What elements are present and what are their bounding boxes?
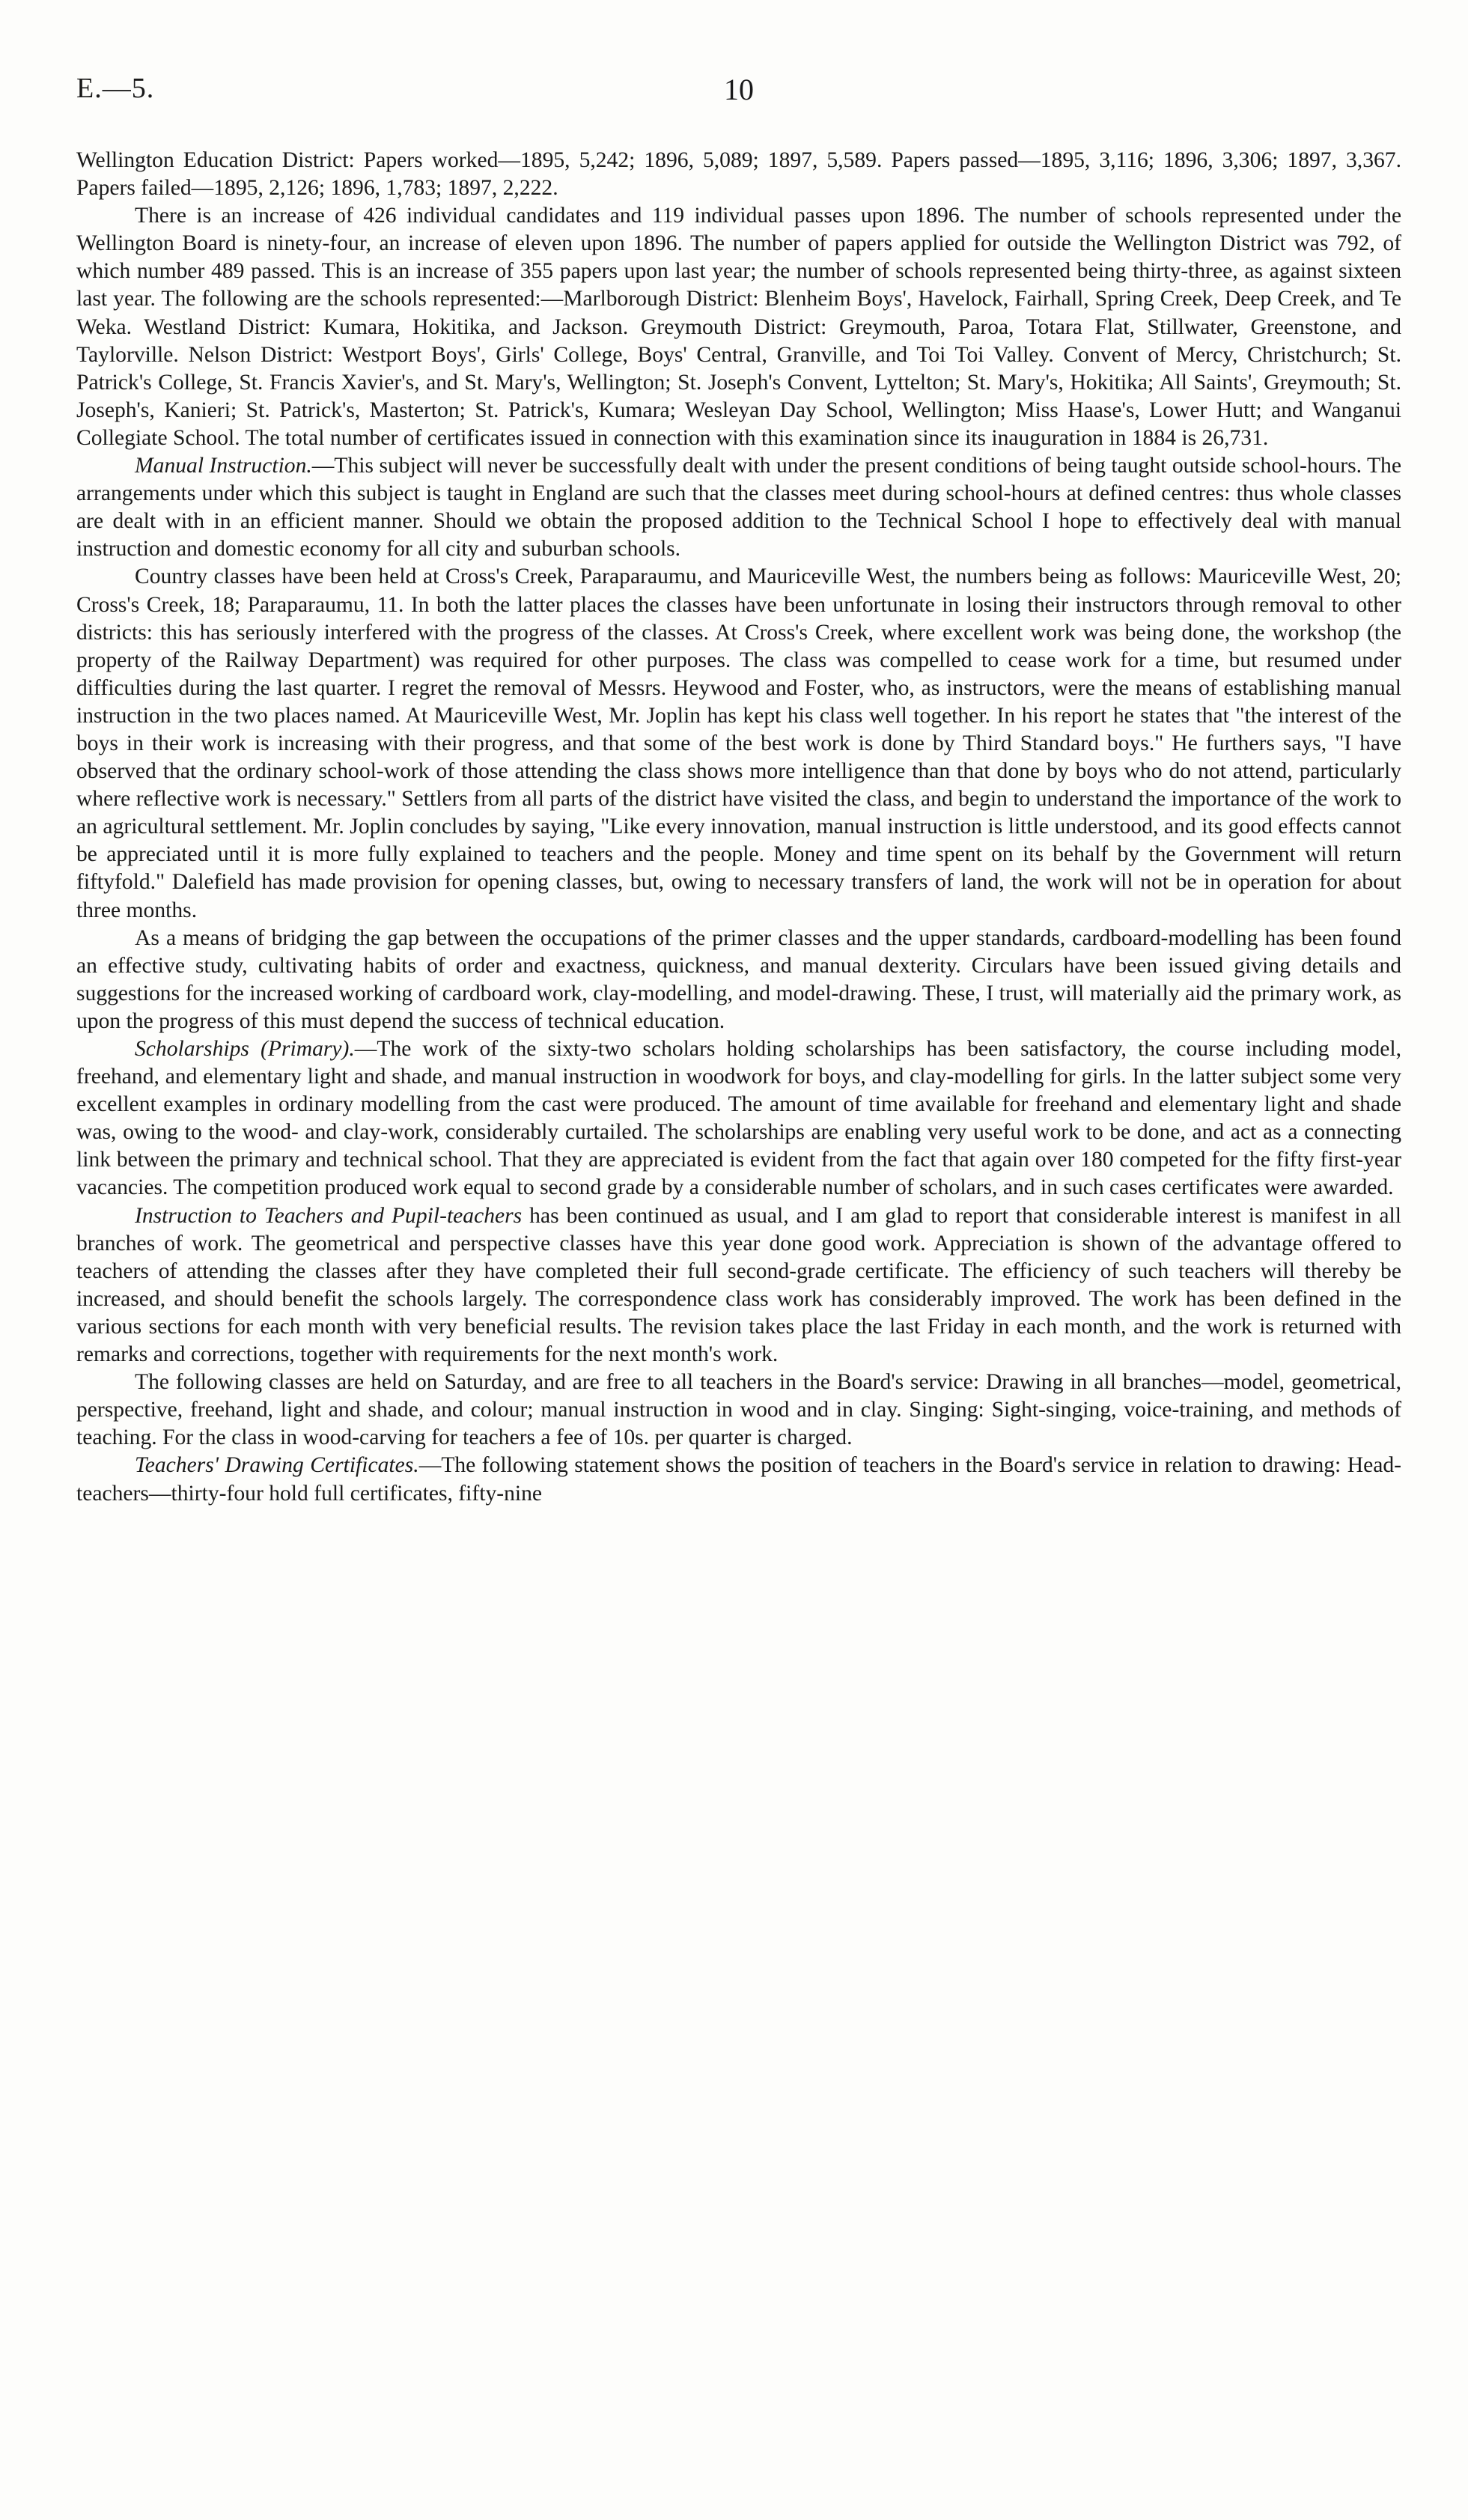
paragraph-heading: Manual Instruction.: [135, 454, 312, 478]
paragraph-text: —This subject will never be successfully dealt with under the present conditions of being taught outside school-hours. The arrangements under which this subject is taught in England are such that the classes meet during school-hours at defined centres: thus whole classes are dealt with in an efficient manner. Should we obtain the proposed addition to the Technical School I hope to effectively deal with manual instruction and domestic economy for all city and suburban schools.: [76, 454, 1401, 561]
page-header: [76, 72, 1401, 117]
paragraph: [76, 202, 1401, 452]
paragraph: [76, 563, 1401, 924]
paragraph: [76, 1202, 1401, 1369]
document-code: E.—5.: [76, 73, 155, 104]
paragraph-text: Country classes have been held at Cross's Creek, Paraparaumu, and Mauriceville West, the numbers being as follows: Mauriceville West, 20; Cross's Creek, 18; Paraparaumu, 11. In both the latter places the classes have been unfortunate in losing their instructors through removal to other districts: this has seriously interfered with the progress of the classes. At Cross's Creek, where excellent work was being done, the workshop (the property of the Railway Department) was required for other purposes. The class was compelled to cease work for a time, but resumed under difficulties during the last quarter. I regret the removal of Messrs. Heywood and Foster, who, as instructors, were the means of establishing manual instruction in the two places named. At Mauriceville West, Mr. Joplin has kept his class well together. In his report he states that "the interest of the boys in their work is increasing with their progress, and that some of the best work is done by Third Standard boys." He furthers says, "I have observed that the ordinary school-work of those attending the class shows more intelligence than that done by boys who do not attend, particularly where reflective work is necessary." Settlers from all parts of the district have visited the class, and begin to understand the importance of the work to an agricultural settlement. Mr. Joplin concludes by saying, "Like every innovation, manual instruction is little understood, and its good effects cannot be appreciated until it is more fully explained to teachers and the people. Money and time spent on its behalf by the Government will return fiftyfold." Dalefield has made provision for opening classes, but, owing to necessary transfers of land, the work will not be in operation for about three months.: [76, 564, 1401, 922]
paragraph: [76, 452, 1401, 563]
paragraph-text: —The following statement shows the position of teachers in the Board's service in relation to drawing: Head-teachers—thirty-four hold full certificates, fifty-nine: [76, 1453, 1402, 1506]
paragraph-text: has been continued as usual, and I am glad to report that considerable interest is manifest in all branches of work. The geometrical and perspective classes have this year done good work. Appreciation is shown of the advantage offered to teachers of attending the classes after they have completed their full second-grade certificate. The efficiency of such teachers will thereby be increased, and should benefit the schools largely. The correspondence class work has considerably improved. The work has been defined in the various sections for each month with very beneficial results. The revision takes place the last Friday in each month, and the work is returned with remarks and corrections, together with requirements for the next month's work.: [76, 1203, 1401, 1367]
body-text: [76, 147, 1401, 1508]
paragraph-text: The following classes are held on Saturday, and are free to all teachers in the Board's service: Drawing in all branches—model, geometrical, perspective, freehand, light and shade, and colour; manual instruction in wood and in clay. Singing: Sight-singing, voice-training, and methods of teaching. For the class in wood-carving for teachers a fee of 10s. per quarter is charged.: [76, 1370, 1401, 1450]
paragraph-text: As a means of bridging the gap between the occupations of the primer classes and the upper standards, cardboard-modelling has been found an effective study, cultivating habits of order and exactness, quickness, and manual dexterity. Circulars have been issued giving details and suggestions for the increased working of cardboard work, clay-modelling, and model-drawing. These, I trust, will materially aid the primary work, as upon the progress of this must depend the success of technical education.: [76, 925, 1401, 1033]
page-number: 10: [724, 73, 754, 106]
paragraph: [76, 925, 1401, 1035]
paragraph-text: There is an increase of 426 individual candidates and 119 individual passes upon 1896. The number of schools represented under the Wellington Board is ninety-four, an increase of eleven upon 1896. The number of papers applied for outside the Wellington District was 792, of which number 489 passed. This is an increase of 355 papers upon last year; the number of schools represented being thirty-three, as against sixteen last year. The following are the schools represented:—Marlborough District: Blenheim Boys', Havelock, Fairhall, Spring Creek, Deep Creek, and Te Weka. Westland District: Kumara, Hokitika, and Jackson. Greymouth District: Greymouth, Paroa, Totara Flat, Stillwater, Greenstone, and Taylorville. Nelson District: Westport Boys', Girls' College, Boys' Central, Granville, and Toi Toi Valley. Convent of Mercy, Christchurch; St. Patrick's College, St. Francis Xavier's, and St. Mary's, Wellington; St. Joseph's Convent, Lyttelton; St. Mary's, Hokitika; All Saints', Greymouth; St. Joseph's, Kanieri; St. Patrick's, Masterton; St. Patrick's, Kumara; Wesleyan Day School, Wellington; Miss Haase's, Lower Hutt; and Wanganui Collegiate School. The total number of certificates issued in connection with this examination since its inauguration in 1884 is 26,731.: [76, 204, 1401, 450]
paragraph-text: —The work of the sixty-two scholars holding scholarships has been satisfactory, the course including model, freehand, and elementary light and shade, and manual instruction in woodwork for boys, and clay-modelling for girls. In the latter subject some very excellent examples in ordinary modelling from the cast were produced. The amount of time available for freehand and elementary light and shade was, owing to the wood- and clay-work, considerably curtailed. The scholarships are enabling very useful work to be done, and act as a connecting link between the primary and technical school. That they are appreciated is evident from the fact that again over 180 competed for the fifty first-year vacancies. The competition produced work equal to second grade by a considerable number of scholars, and in such cases certificates were awarded.: [76, 1037, 1401, 1200]
paragraph: [76, 1369, 1401, 1452]
paragraph-heading: Scholarships (Primary).: [135, 1037, 355, 1061]
paragraph-text: Wellington Education District: Papers worked—1895, 5,242; 1896, 5,089; 1897, 5,589. Papers passed—1895, 3,116; 1896, 3,306; 1897, 3,367. Papers failed—1895, 2,126; 1896, 1,783; 1897, 2,222.: [76, 148, 1401, 201]
paragraph-heading: Teachers' Drawing Certificates.: [135, 1453, 419, 1478]
paragraph-heading: Instruction to Teachers and Pupil-teachers: [135, 1203, 523, 1228]
paragraph: [76, 1035, 1401, 1202]
paragraph: [76, 147, 1401, 202]
paragraph: [76, 1452, 1401, 1507]
